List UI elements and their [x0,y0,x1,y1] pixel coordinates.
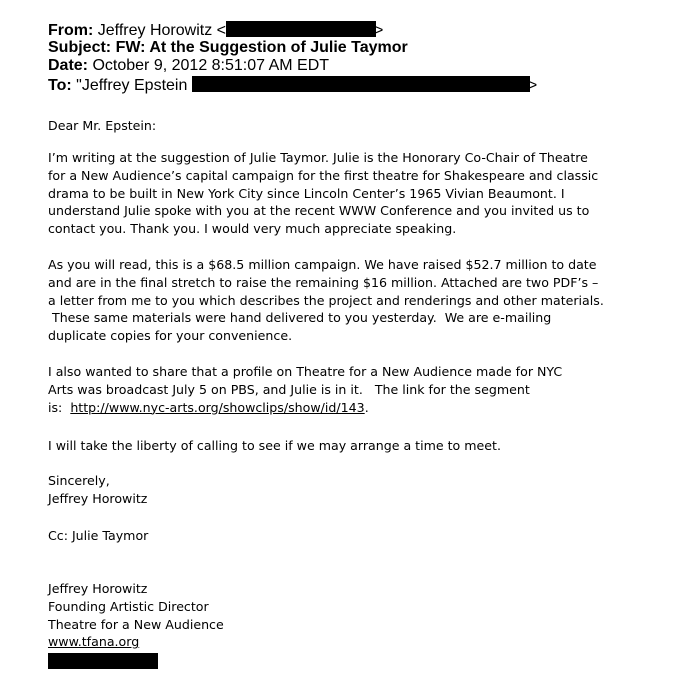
segment-link[interactable]: http://www.nyc-arts.org/showclips/show/id/143 [70,399,365,415]
signature-block [48,580,648,651]
paragraph-line: Arts was broadcast July 5 on PBS, and Julie is in it. The link for the segment [48,381,530,397]
signature-website-link[interactable]: www.tfana.org [48,634,140,650]
paragraph-line-with-link: is: http://www.nyc-arts.org/showclips/show/id/143. [48,399,369,415]
paragraph-line: understand Julie spoke with you at the recent WWW Conference and you invited us to [48,203,590,219]
cc-line: Cc: Julie Taymor [48,528,149,543]
to-line [48,76,537,95]
subject-line [48,39,408,57]
to-bracket-close: > [527,77,538,94]
closing: Sincerely, [48,473,110,488]
to-email-redaction [192,76,530,92]
from-value: Jeffrey Horowitz [97,22,213,39]
signature-name: Jeffrey Horowitz [48,581,148,596]
from-bracket-close: > [373,22,384,39]
paragraph-2 [48,256,648,345]
paragraph-line: These same materials were hand delivered to you yesterday. We are e-mailing [48,310,552,326]
closing-block [48,472,648,508]
paragraph-4: I will take the liberty of calling to see if we may arrange a time to meet. [48,438,501,453]
paragraph-line: duplicate copies for your convenience. [48,328,293,344]
paragraph-line: I also wanted to share that a profile on Theatre for a New Audience made for NYC [48,364,563,379]
from-bracket-open: < [216,22,226,39]
subject-value: FW: At the Suggestion of Julie Taymor [115,39,408,56]
signature-org: Theatre for a New Audience [48,616,224,632]
closing-name: Jeffrey Horowitz [48,490,148,506]
from-email-redaction [226,21,376,37]
to-value: "Jeffrey Epstein [76,77,188,94]
signature-redaction [48,653,158,669]
date-value: October 9, 2012 8:51:07 AM EDT [92,57,330,74]
paragraph-3 [48,363,648,416]
from-line [48,21,383,40]
date-label: Date: [48,57,89,74]
paragraph-line: I’m writing at the suggestion of Julie Taymor. Julie is the Honorary Co-Chair of Theatre [48,150,588,165]
signature-title: Founding Artistic Director [48,598,209,614]
paragraph-line: for a New Audience’s capital campaign for the first theatre for Shakespeare and classic [48,167,599,183]
paragraph-1 [48,149,648,238]
to-label: To: [48,77,72,94]
date-line [48,57,329,75]
paragraph-line: a letter from me to you which describes the project and renderings and other materials. [48,292,604,308]
paragraph-line: contact you. Thank you. I would very much appreciate speaking. [48,221,457,237]
greeting: Dear Mr. Epstein: [48,118,157,133]
paragraph-line: As you will read, this is a $68.5 million campaign. We have raised $52.7 million to date [48,257,597,272]
from-label: From: [48,22,94,39]
paragraph-line: and are in the final stretch to raise the remaining $16 million. Attached are two PDF’s – [48,274,599,290]
subject-label: Subject: [48,39,112,56]
paragraph-line: drama to be built in New York City since Lincoln Center’s 1965 Vivian Beaumont. I [48,185,565,201]
